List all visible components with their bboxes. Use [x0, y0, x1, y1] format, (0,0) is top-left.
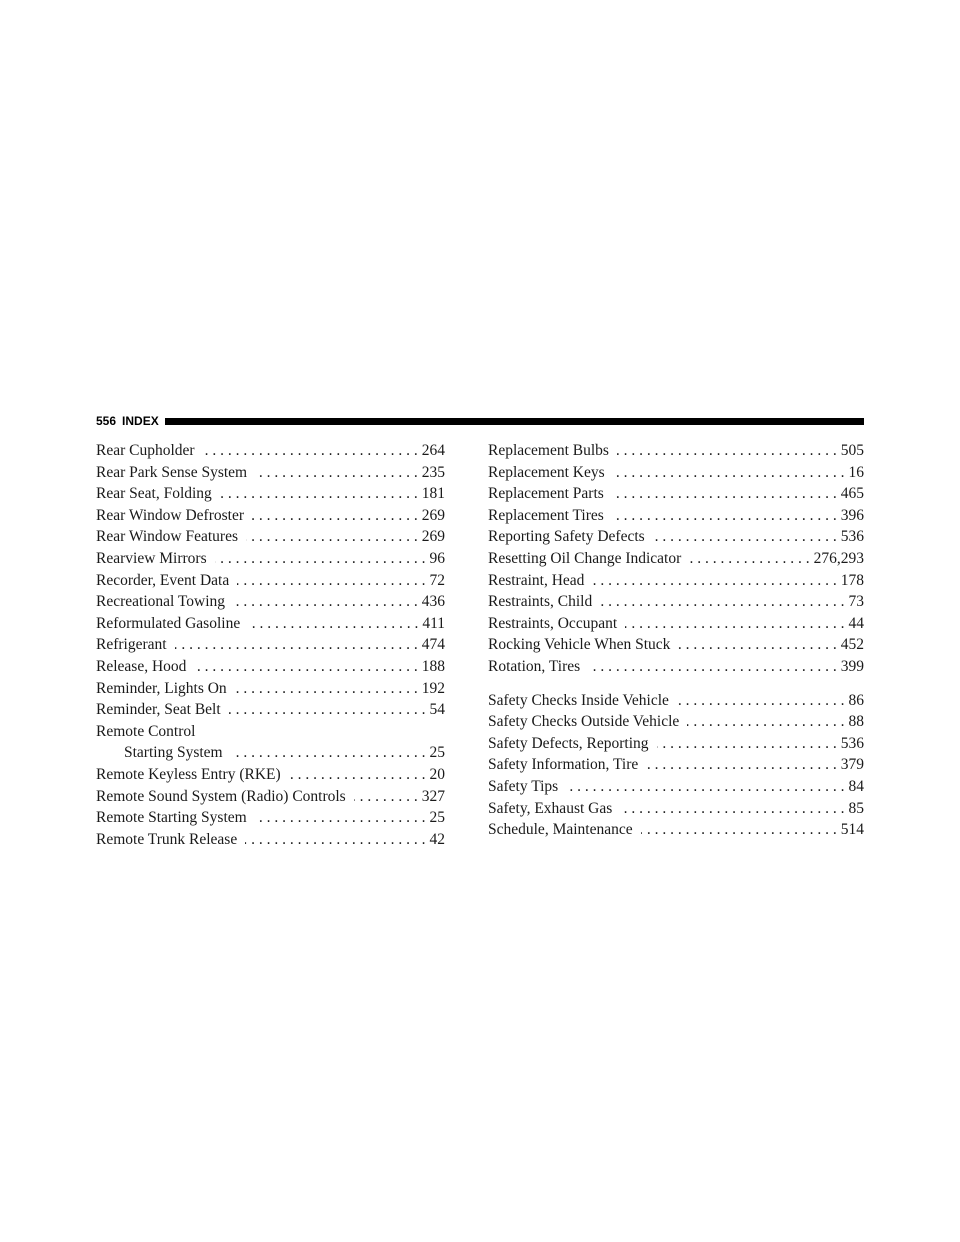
index-page: 399 [840, 657, 864, 675]
index-page: 452 [840, 636, 864, 654]
index-term: Rear Window Features [96, 528, 238, 546]
page-header [96, 414, 864, 428]
index-entry [488, 483, 864, 505]
index-term: Safety Checks Outside Vehicle [488, 713, 680, 731]
index-term: Recorder, Event Data [96, 571, 230, 589]
index-page: 536 [840, 528, 864, 546]
index-entry [96, 656, 445, 678]
index-entry [96, 505, 445, 527]
index-term: Rear Seat, Folding [96, 485, 212, 503]
index-entry [488, 656, 864, 678]
index-entry [488, 613, 864, 635]
dot-leader [255, 462, 418, 484]
index-entry [488, 798, 864, 820]
index-term: Reminder, Lights On [96, 679, 227, 697]
dot-leader [289, 764, 426, 786]
dot-leader [246, 526, 418, 548]
index-term: Restraints, Child [488, 593, 593, 611]
index-term: Starting System [124, 744, 223, 762]
dot-leader [235, 678, 418, 700]
index-page: 16 [848, 463, 864, 481]
dot-leader [600, 591, 844, 613]
dot-leader [612, 505, 837, 527]
section-title: INDEX [122, 414, 159, 428]
header-rule [165, 418, 864, 425]
index-term: Safety Information, Tire [488, 756, 639, 774]
index-entry [488, 591, 864, 613]
index-term: Rearview Mirrors [96, 549, 207, 567]
dot-leader [229, 699, 426, 721]
index-page: 188 [421, 657, 445, 675]
index-term: Refrigerant [96, 636, 167, 654]
index-term: Replacement Keys [488, 463, 605, 481]
index-page: 514 [840, 821, 864, 839]
index-term: Rotation, Tires [488, 657, 581, 675]
index-term: Safety, Exhaust Gas [488, 799, 613, 817]
index-entry [96, 634, 445, 656]
index-page: 42 [429, 830, 445, 848]
index-entry [488, 754, 864, 776]
index-entry [96, 786, 445, 808]
dot-leader [625, 613, 844, 635]
index-page: 85 [848, 799, 864, 817]
index-page: 178 [840, 571, 864, 589]
dot-leader [255, 807, 426, 829]
index-entry [96, 462, 445, 484]
index-page: 25 [429, 809, 445, 827]
dot-leader [194, 656, 417, 678]
index-entry [96, 548, 445, 570]
dot-leader [566, 776, 844, 798]
index-entry [96, 440, 445, 462]
index-entry [96, 613, 445, 635]
index-page: 235 [421, 463, 445, 481]
index-page: 505 [840, 442, 864, 459]
index-entry [488, 440, 864, 462]
index-term: Safety Defects, Reporting [488, 734, 649, 752]
index-page: 181 [421, 485, 445, 503]
dot-leader [687, 711, 844, 733]
index-page: 474 [421, 636, 445, 654]
index-term: Replacement Tires [488, 506, 604, 524]
dot-leader [678, 634, 836, 656]
dot-leader [203, 440, 418, 462]
index-page: 327 [421, 787, 445, 805]
index-entry [96, 764, 445, 786]
index-term: Restraints, Occupant [488, 614, 618, 632]
index-entry [96, 591, 445, 613]
index-entry [488, 505, 864, 527]
index-term: Safety Tips [488, 777, 559, 795]
dot-leader [612, 483, 837, 505]
index-term: Resetting Oil Change Indicator [488, 549, 682, 567]
index-page: 96 [429, 549, 445, 567]
index-term: Reporting Safety Defects [488, 528, 645, 546]
index-page: 269 [421, 528, 445, 546]
index-page: 73 [848, 593, 864, 611]
index-page: 54 [429, 701, 445, 719]
index-column-right [488, 440, 864, 841]
index-entry [96, 807, 445, 829]
index-page: 276,293 [813, 549, 864, 567]
index-entry [96, 678, 445, 700]
index-entry [96, 829, 445, 851]
index-term: Remote Starting System [96, 809, 247, 827]
index-term: Rear Window Defroster [96, 506, 245, 524]
index-term: Safety Checks Inside Vehicle [488, 691, 669, 709]
dot-leader [354, 786, 418, 808]
dot-leader [689, 548, 809, 570]
dot-leader [613, 462, 845, 484]
index-entry [488, 819, 864, 841]
index-term: Replacement Bulbs [488, 442, 609, 459]
dot-leader [252, 505, 418, 527]
index-entry [488, 526, 864, 548]
index-term: Replacement Parts [488, 485, 604, 503]
dot-leader [653, 526, 837, 548]
index-entry [96, 483, 445, 505]
index-entry [488, 690, 864, 712]
index-entry [96, 526, 445, 548]
index-page: 411 [422, 614, 445, 632]
index-term: Rear Park Sense System [96, 463, 248, 481]
index-entry [488, 462, 864, 484]
index-entry [488, 733, 864, 755]
dot-leader [646, 754, 837, 776]
dot-leader [620, 798, 844, 820]
index-term: Recreational Towing [96, 593, 226, 611]
index-page: 536 [840, 734, 864, 752]
index-term: Release, Hood [96, 657, 187, 675]
page-number: 556 [96, 414, 117, 428]
dot-leader [617, 440, 837, 462]
index-page: 72 [429, 571, 445, 589]
index-subentry [96, 742, 445, 764]
dot-leader [641, 819, 837, 841]
index-entry [488, 776, 864, 798]
index-page: 20 [429, 765, 445, 783]
dot-leader [248, 613, 418, 635]
index-page: 264 [421, 442, 445, 459]
index-entry [96, 699, 445, 721]
index-term: Rear Cupholder [96, 442, 195, 459]
index-entry [488, 634, 864, 656]
index-entry [488, 711, 864, 733]
dot-leader [215, 548, 426, 570]
dot-leader [237, 570, 425, 592]
index-page: 269 [421, 506, 445, 524]
dot-leader [220, 483, 418, 505]
index-page: 44 [848, 614, 864, 632]
index-page: 88 [848, 713, 864, 731]
index-page: 396 [840, 506, 864, 524]
index-term: Reminder, Seat Belt [96, 701, 221, 719]
index-term: Remote Keyless Entry (RKE) [96, 765, 281, 783]
index-term: Restraint, Head [488, 571, 585, 589]
index-heading [96, 721, 445, 743]
index-term: Remote Sound System (Radio) Controls [96, 787, 346, 805]
index-term: Reformulated Gasoline [96, 614, 241, 632]
index-term: Remote Control [96, 722, 196, 740]
index-term: Schedule, Maintenance [488, 821, 633, 839]
index-page: 465 [840, 485, 864, 503]
index-page: 436 [421, 593, 445, 611]
index-page: 25 [429, 744, 445, 762]
index-term: Rocking Vehicle When Stuck [488, 636, 671, 654]
section-gap [488, 678, 864, 690]
dot-leader [233, 591, 418, 613]
index-entry [96, 570, 445, 592]
dot-leader [231, 742, 426, 764]
dot-leader [175, 634, 418, 656]
index-page: 86 [848, 691, 864, 709]
dot-leader [677, 690, 845, 712]
dot-leader [245, 829, 425, 851]
dot-leader [592, 570, 836, 592]
dot-leader [657, 733, 837, 755]
dot-leader [588, 656, 837, 678]
index-page: 84 [848, 777, 864, 795]
index-page: 379 [840, 756, 864, 774]
index-column-left [96, 440, 445, 850]
index-page: 192 [421, 679, 445, 697]
index-entry [488, 548, 864, 570]
index-entry [488, 570, 864, 592]
index-term: Remote Trunk Release [96, 830, 238, 848]
